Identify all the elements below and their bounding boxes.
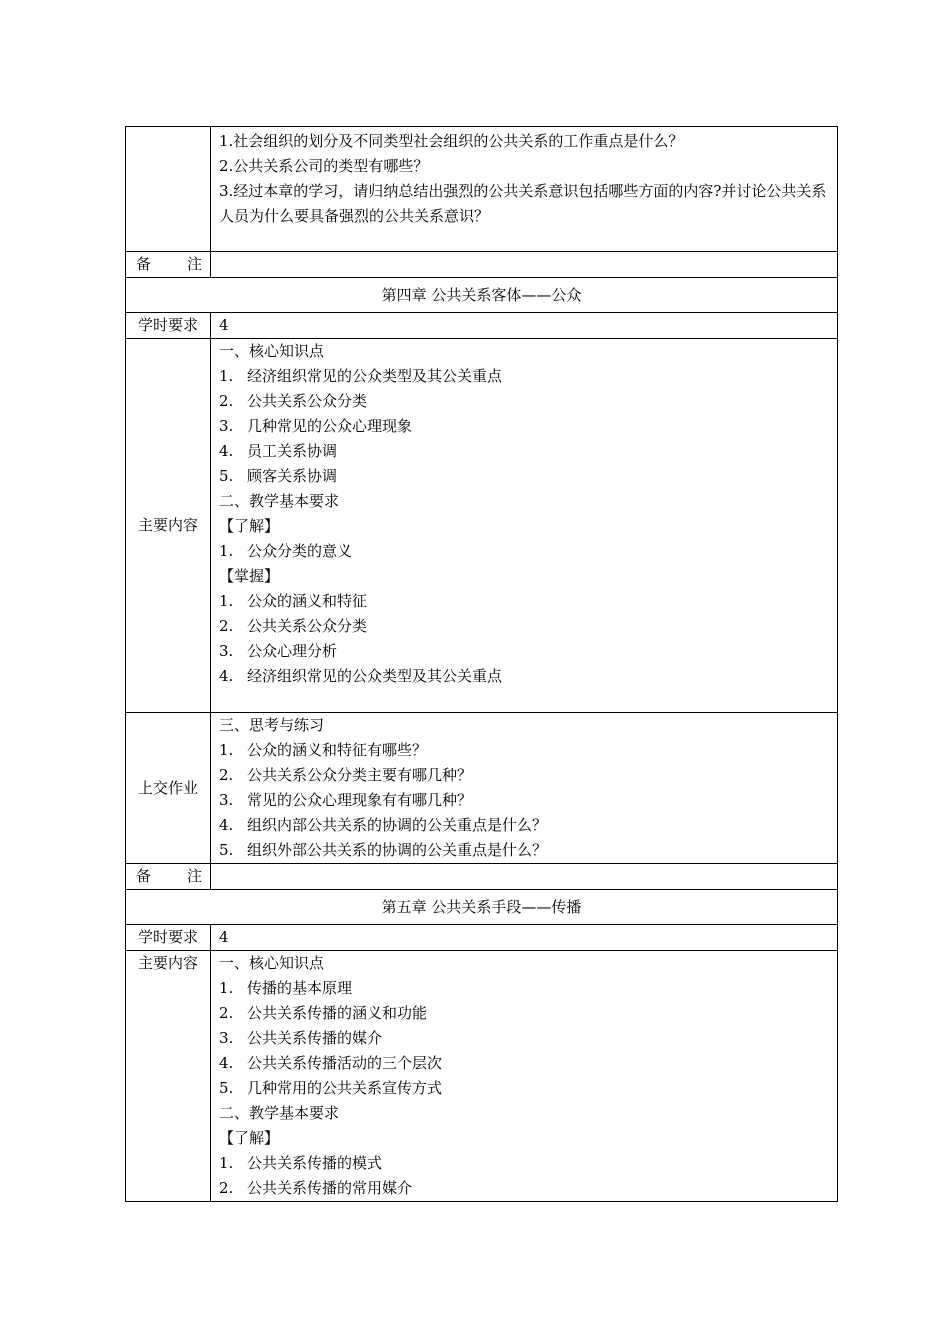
list-item: 4. 员工关系协调 — [219, 442, 338, 460]
list-item: 2. 公共关系传播的常用媒介 — [219, 1179, 413, 1197]
ch3-homework-content — [211, 127, 838, 252]
chapter-title: 第五章 公共关系手段——传播 — [126, 890, 838, 925]
list-item: 5. 几种常用的公共关系宣传方式 — [219, 1079, 443, 1097]
syllabus-table — [125, 126, 838, 1202]
list-item: 2. 公共关系公众分类 — [219, 617, 368, 635]
list-item: 5. 组织外部公共关系的协调的公关重点是什么？ — [219, 841, 548, 859]
main-content-label: 主要内容 — [126, 339, 211, 713]
list-item: 2. 公共关系传播的涵义和功能 — [219, 1004, 428, 1022]
ch3-homework-row — [126, 127, 838, 252]
section-heading: 一、核心知识点 — [219, 342, 325, 360]
list-item: 2. 公共关系公众分类主要有哪几种？ — [219, 766, 473, 784]
ch5-hours-row — [126, 925, 838, 951]
ch5-main-content — [211, 951, 838, 1202]
hours-label: 学时要求 — [126, 925, 211, 951]
list-item: 1. 公众的涵义和特征有哪些？ — [219, 741, 428, 759]
remark-label: 备 注 — [126, 252, 211, 278]
list-item: 1. 公众分类的意义 — [219, 542, 353, 560]
ch4-title-row — [126, 278, 838, 313]
hours-value: 4 — [211, 313, 838, 339]
list-item: 2. 公共关系公众分类 — [219, 392, 368, 410]
ch4-homework-content — [211, 713, 838, 864]
ch4-homework-row — [126, 713, 838, 864]
hours-value: 4 — [211, 925, 838, 951]
ch5-title-row — [126, 890, 838, 925]
list-item: 1.社会组织的划分及不同类型社会组织的公共关系的工作重点是什么？ — [219, 132, 684, 150]
list-item: 4. 经济组织常见的公众类型及其公关重点 — [219, 667, 503, 685]
list-item: 1. 传播的基本原理 — [219, 979, 353, 997]
list-item: 4. 公共关系传播活动的三个层次 — [219, 1054, 443, 1072]
list-item: 1. 公共关系传播的模式 — [219, 1154, 383, 1172]
section-heading: 三、思考与练习 — [219, 716, 325, 734]
remark-label: 备 注 — [126, 864, 211, 890]
list-item: 3. 公共关系传播的媒介 — [219, 1029, 383, 1047]
remark-content — [211, 252, 838, 278]
section-heading: 一、核心知识点 — [219, 954, 325, 972]
ch4-remark-row — [126, 864, 838, 890]
list-item: 4. 组织内部公共关系的协调的公关重点是什么？ — [219, 816, 548, 834]
ch4-main-content — [211, 339, 838, 713]
subsection-label: 【掌握】 — [219, 567, 280, 585]
ch3-remark-row — [126, 252, 838, 278]
chapter-title: 第四章 公共关系客体——公众 — [126, 278, 838, 313]
ch4-main-row — [126, 339, 838, 713]
list-item: 2.公共关系公司的类型有哪些？ — [219, 157, 429, 175]
ch5-main-row — [126, 951, 838, 1202]
subsection-label: 【了解】 — [219, 1129, 280, 1147]
hours-label: 学时要求 — [126, 313, 211, 339]
list-item: 3. 几种常见的公众心理现象 — [219, 417, 413, 435]
list-item: 1. 经济组织常见的公众类型及其公关重点 — [219, 367, 503, 385]
subsection-label: 【了解】 — [219, 517, 280, 535]
empty-label-cell — [126, 127, 211, 252]
section-heading: 二、教学基本要求 — [219, 492, 340, 510]
list-item: 3. 公众心理分析 — [219, 642, 338, 660]
remark-content — [211, 864, 838, 890]
section-heading: 二、教学基本要求 — [219, 1104, 340, 1122]
list-item: 5. 顾客关系协调 — [219, 467, 338, 485]
list-item: 1. 公众的涵义和特征 — [219, 592, 368, 610]
list-item: 3. 常见的公众心理现象有有哪几种？ — [219, 791, 473, 809]
list-item: 3.经过本章的学习，请归纳总结出强烈的公共关系意识包括哪些方面的内容?并讨论公共关系人员为什么要具备强烈的公共关系意识？ — [219, 182, 827, 225]
homework-label: 上交作业 — [126, 713, 211, 864]
ch4-hours-row — [126, 313, 838, 339]
main-content-label: 主要内容 — [126, 951, 211, 1202]
